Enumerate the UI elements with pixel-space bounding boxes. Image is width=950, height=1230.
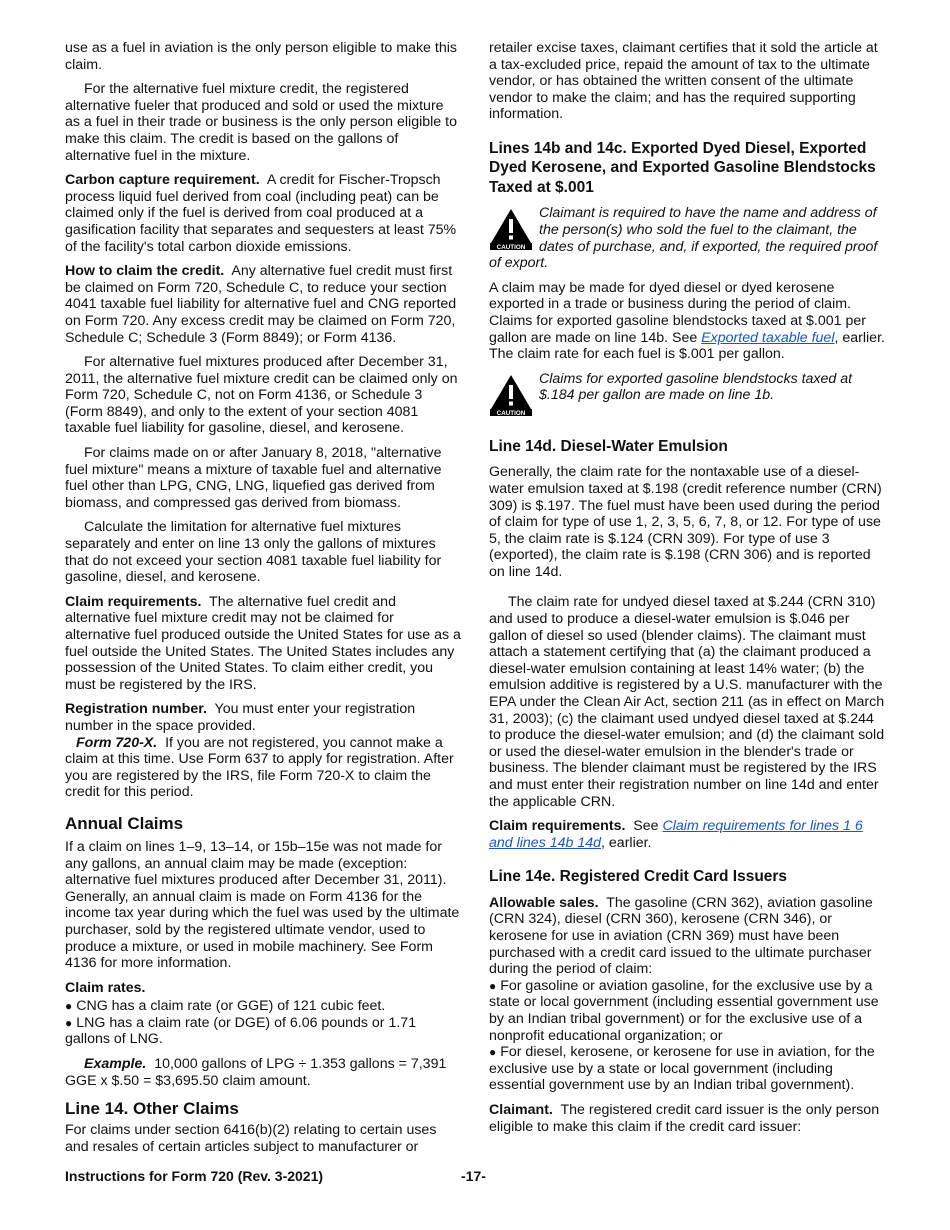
caution-note <box>489 205 885 271</box>
paragraph <box>489 895 885 978</box>
paragraph: For claims under section 6416(b)(2) relating to certain uses and resales of certain articles subject to manufacturer or <box>65 1122 437 1155</box>
paragraph <box>65 594 461 694</box>
paragraph-text: You must enter your registration number in the space provided. <box>65 701 416 734</box>
paragraph-text: See <box>633 818 659 835</box>
paragraph: Calculate the limitation for alternative fuel mixtures separately and enter on line 13 only the gallons of mixtures that do not exceed your section 4081 taxable fuel liability for gasoline, diesel, and kerosene. <box>65 519 442 586</box>
run-in-heading: Registration number. <box>65 701 207 718</box>
paragraph: For claims made on or after January 8, 2018, "alternative fuel mixture" means a mixture of taxable fuel and alternative fuel other than LPG, CNG, LNG, liquefied gas derived from biomass, and compressed gas derived from biomass. <box>65 445 442 511</box>
run-in-heading: Claim requirements. <box>65 593 202 610</box>
caution-text: Claims for exported gasoline blendstocks taxed at $.184 per gallon are made on line 1b. <box>539 370 853 404</box>
list-item <box>65 1015 461 1048</box>
run-in-heading: Carbon capture requirement. <box>65 172 260 189</box>
paragraph: use as a fuel in aviation is the only person eligible to make this claim. <box>65 40 457 73</box>
paragraph-text: 10,000 gallons of LPG ÷ 1.353 gallons = 7,391 GGE x $.50 = $3,695.50 claim amount. <box>65 1056 447 1089</box>
paragraph: For alternative fuel mixtures produced after December 31, 2011, the alternative fuel mixture credit can be claimed only on Form 720, Schedule C, not on Form 4136, or Schedule 3 (Form 8849), and only to the extent of your section 4081 taxable fuel liability for gasoline, diesel, and kerosene. <box>65 354 458 437</box>
list-item <box>65 998 461 1015</box>
list-item <box>489 1044 885 1094</box>
paragraph: For the alternative fuel mixture credit, the registered alternative fueler that produced and sold or used the mixture as a fuel in their trade or business is the only person eligible to make this claim. The credit is based on the gallons of alternative fuel in the mixture. <box>65 81 457 164</box>
caution-label: CAUTION <box>496 409 526 417</box>
paragraph <box>65 263 461 346</box>
list-item-text: For gasoline or aviation gasoline, for the exclusive use by a state or local government (including essential government use by an Indian tribal government) or for the exclusive use of a nonprofit educational organization; or <box>489 977 879 1044</box>
subheading: Claim rates. <box>65 979 146 996</box>
paragraph: If a claim on lines 1–9, 13–14, or 15b–15e was not made for any gallons, an annual claim may be made (exception: alternative fuel mixtures produced after December 31, 2011). Generally, an annual claim is made on Form 4136 for the income tax year during which the fuel was used by the ultimate purchaser, sold by the registered ultimate vendor, used to produce a mixture, or used in mobile machinery. See Form 4136 for more information. <box>65 838 460 972</box>
bullet-icon: ● <box>489 1045 497 1060</box>
bullet-icon: ● <box>65 999 73 1014</box>
paragraph-text: The registered credit card issuer is the only person eligible to make this claim if the credit card issuer: <box>489 1102 880 1135</box>
run-in-heading: Form 720-X. <box>76 734 158 751</box>
list-item <box>489 978 885 1044</box>
paragraph-text: A credit for Fischer-Tropsch process liquid fuel derived from coal (including peat) can be claimed only if the fuel is derived from coal produced at a gasification facility that separates and sequesters at least 75% of the facility's total carbon dioxide emissions. <box>65 172 457 255</box>
run-in-heading: Claimant. <box>489 1102 553 1118</box>
list-item-text: LNG has a claim rate (or DGE) of 6.06 pounds or 1.71 gallons of LNG. <box>65 1014 417 1048</box>
list-item-text: For diesel, kerosene, or kerosene for use in aviation, for the exclusive use by a state or local government (including essential government use by an Indian tribal government). <box>489 1044 875 1094</box>
caution-icon <box>489 207 533 251</box>
section-heading: Line 14d. Diesel-Water Emulsion <box>489 437 728 455</box>
caution-label: CAUTION <box>496 244 526 252</box>
paragraph <box>65 701 461 734</box>
paragraph: The claim rate for undyed diesel taxed at $.244 (CRN 310) and used to produce a diesel-water emulsion is $.046 per gallon of diesel so used (blender claims). The claimant must attach a statement certifying that (a) the claimant produced a diesel-water emulsion containing at least 14% water; (b) the emulsion additive is registered by a U.S. manufacturer with the EPA under the Clean Air Act, section 211 (as in effect on March 31, 2003); (c) the claimant used undyed diesel taxed at $.244 to produce the diesel-water emulsion; and (d) the claimant sold or used the diesel-water emulsion in the blender's trade or business. The blender claimant must be registered by the IRS and must enter their registration number on line 14d and enter the applicable CRN. <box>489 594 885 810</box>
paragraph <box>489 1102 885 1135</box>
bullet-icon: ● <box>65 1015 73 1030</box>
link-exported-taxable-fuel[interactable]: Exported taxable fuel <box>701 329 835 346</box>
link-claim-requirements[interactable]: Claim requirements for lines 1 6 and lines 14b 14d <box>489 818 863 851</box>
run-in-heading: Claim requirements. <box>489 818 626 835</box>
caution-note <box>489 371 885 417</box>
paragraph <box>489 280 885 363</box>
caution-text: Claimant is required to have the name and address of the person(s) who sold the fuel to the claimant, the dates of purchase, and, if exported, the required proof of export. <box>489 205 878 272</box>
list-item-text: CNG has a claim rate (or GGE) of 121 cubic feet. <box>76 998 386 1015</box>
left-column <box>65 40 461 1163</box>
right-column <box>489 40 885 1143</box>
footer-title: Instructions for Form 720 (Rev. 3-2021) <box>65 1168 324 1184</box>
section-heading: Line 14e. Registered Credit Card Issuers <box>489 868 788 886</box>
paragraph-text: , earlier. <box>601 834 652 851</box>
paragraph: Generally, the claim rate for the nontaxable use of a diesel-water emulsion taxed at $.198 (credit reference number (CRN) 309) is $.197. The fuel must have been used during the period of claim for type of use 1, 2, 3, 5, 6, 7, 8, or 12. For type of use 5, the claim rate is $.124 (CRN 309). For type of use 3 (exported), the claim rate is $.198 (CRN 306) and is reported on line 14d. <box>489 464 882 580</box>
run-in-heading: Allowable sales. <box>489 894 599 911</box>
caution-icon <box>489 373 533 417</box>
bullet-icon: ● <box>489 978 497 993</box>
paragraph-text: A claim may be made for dyed diesel or dyed kerosene exported in a trade or business during the period of claim. Claims for exported gasoline blendstocks taxed at $.001 per gallon are made on line 14b. See <box>489 279 866 346</box>
section-heading: Line 14. Other Claims <box>65 1099 239 1119</box>
run-in-heading: How to claim the credit. <box>65 263 225 280</box>
page-number: -17- <box>461 1168 486 1184</box>
paragraph-text: The alternative fuel credit and alternative fuel mixture credit may not be claimed for alternative fuel produced outside the United States for use as a fuel outside the United States. The United States includes any possession of the United States. To claim either credit, you must be registered by the IRS. <box>65 593 461 693</box>
paragraph <box>65 735 461 801</box>
run-in-heading: Example. <box>84 1056 147 1073</box>
paragraph-text: , earlier. The claim rate for each fuel is $.001 per gallon. <box>489 329 885 363</box>
paragraph-text: If you are not registered, you cannot make a claim at this time. Use Form 637 to apply for registration. After you are registered by the IRS, file Form 720-X to claim the credit for this period. <box>65 734 454 801</box>
paragraph: retailer excise taxes, claimant certifies that it sold the article at a tax-excluded price, repaid the amount of tax to the ultimate vendor, or has obtained the written consent of the ultimate vendor to make the claim; and has the required supporting information. <box>489 40 878 123</box>
paragraph <box>65 172 461 255</box>
paragraph-text: Any alternative fuel credit must first be claimed on Form 720, Schedule C, to reduce your section 4041 taxable fuel liability for alternative fuel and CNG reported on Form 720. Any excess credit may be claimed on Form 720, Schedule C; Schedule 3 (Form 8849); or Form 4136. <box>65 263 457 346</box>
paragraph-text: The gasoline (CRN 362), aviation gasoline (CRN 324), diesel (CRN 360), kerosene (CRN 346), or kerosene for use in aviation (CRN 369) must have been purchased with a credit card issued to the ultimate purchaser during the period of claim: <box>489 894 873 978</box>
section-heading: Annual Claims <box>65 813 184 833</box>
paragraph <box>65 1056 461 1089</box>
paragraph <box>489 818 885 851</box>
section-heading: Lines 14b and 14c. Exported Dyed Diesel, Exported Dyed Kerosene, and Exported Gasoline Blendstocks Taxed at $.001 <box>489 139 876 196</box>
